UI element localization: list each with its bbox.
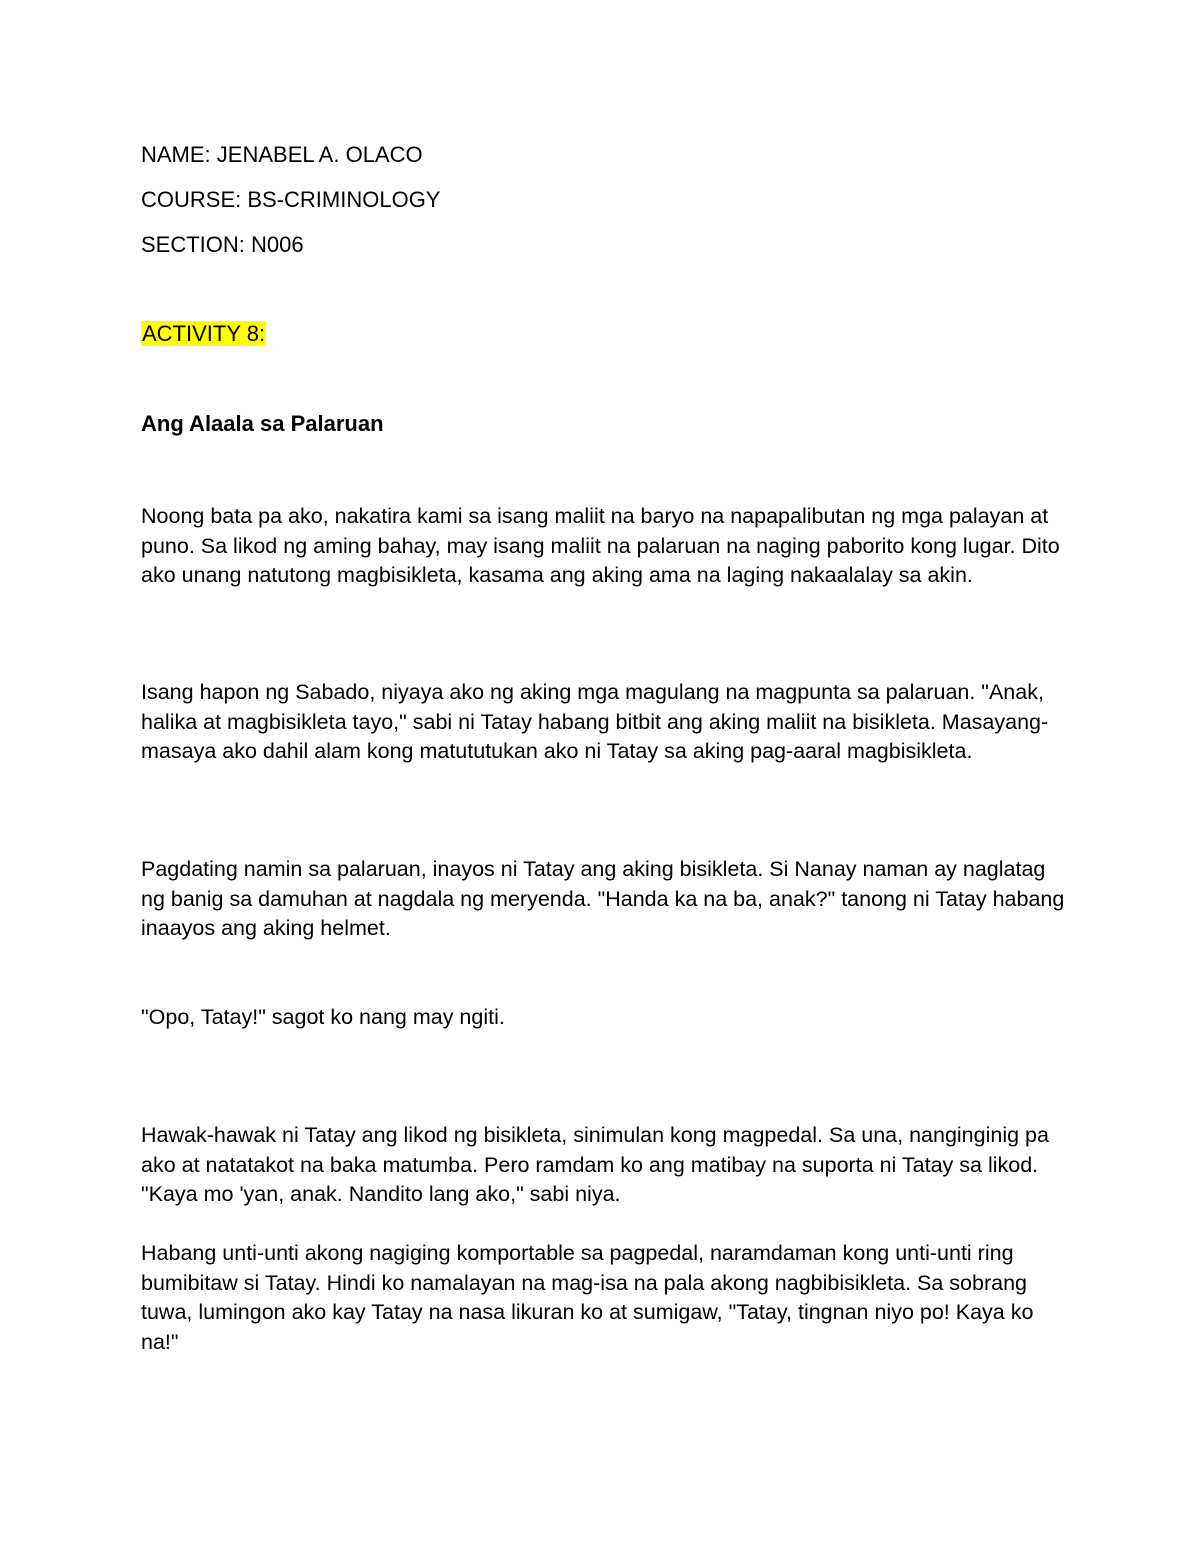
story-paragraph: Hawak-hawak ni Tatay ang likod ng bisikleta, sinimulan kong magpedal. Sa una, nanginginig pa ako at natatakot na baka matumba. Pero ramdam ko ang matibay na suporta ni Tatay sa likod. "Kaya mo 'yan, anak. Nandito lang ako," sabi niya. [141, 1123, 1049, 1206]
story-title: Ang Alaala sa Palaruan [141, 411, 384, 436]
story-paragraph: Habang unti-unti akong nagiging komportable sa pagpedal, naramdaman kong unti-unti ring bumibitaw si Tatay. Hindi ko namalayan na mag-isa na pala akong nagbibisikleta. Sa sobrang tuwa, lumingon ako kay Tatay na nasa likuran ko at sumigaw, "Tatay, tingnan niyo po! Kaya ko na!" [141, 1241, 1034, 1354]
story-paragraph: Isang hapon ng Sabado, niyaya ako ng aking mga magulang na magpunta sa palaruan. "Anak, halika at magbisikleta tayo," sabi ni Tatay habang bitbit ang aking maliit na bisikleta. Masayang-masaya ako dahil alam kong matututukan ako ni Tatay sa aking pag-aaral magbisikleta. [141, 680, 1049, 763]
story-paragraph: "Opo, Tatay!" sagot ko nang may ngiti. [141, 1005, 505, 1029]
activity-heading [141, 320, 266, 348]
student-section: SECTION: N006 [141, 232, 304, 257]
student-name: NAME: JENABEL A. OLACO [141, 142, 423, 167]
story-paragraph: Noong bata pa ako, nakatira kami sa isang maliit na baryo na napapalibutan ng mga palayan at puno. Sa likod ng aming bahay, may isang maliit na palaruan na naging paborito kong lugar. Dito ako unang natutong magbisikleta, kasama ang aking ama na laging nakaalalay sa akin. [141, 504, 1060, 587]
activity-label: ACTIVITY 8: [142, 321, 266, 346]
story-paragraph: Pagdating namin sa palaruan, inayos ni Tatay ang aking bisikleta. Si Nanay naman ay naglatag ng banig sa damuhan at nagdala ng meryenda. "Handa ka na ba, anak?" tanong ni Tatay habang inaayos ang aking helmet. [141, 857, 1065, 940]
student-course: COURSE: BS-CRIMINOLOGY [141, 187, 441, 212]
